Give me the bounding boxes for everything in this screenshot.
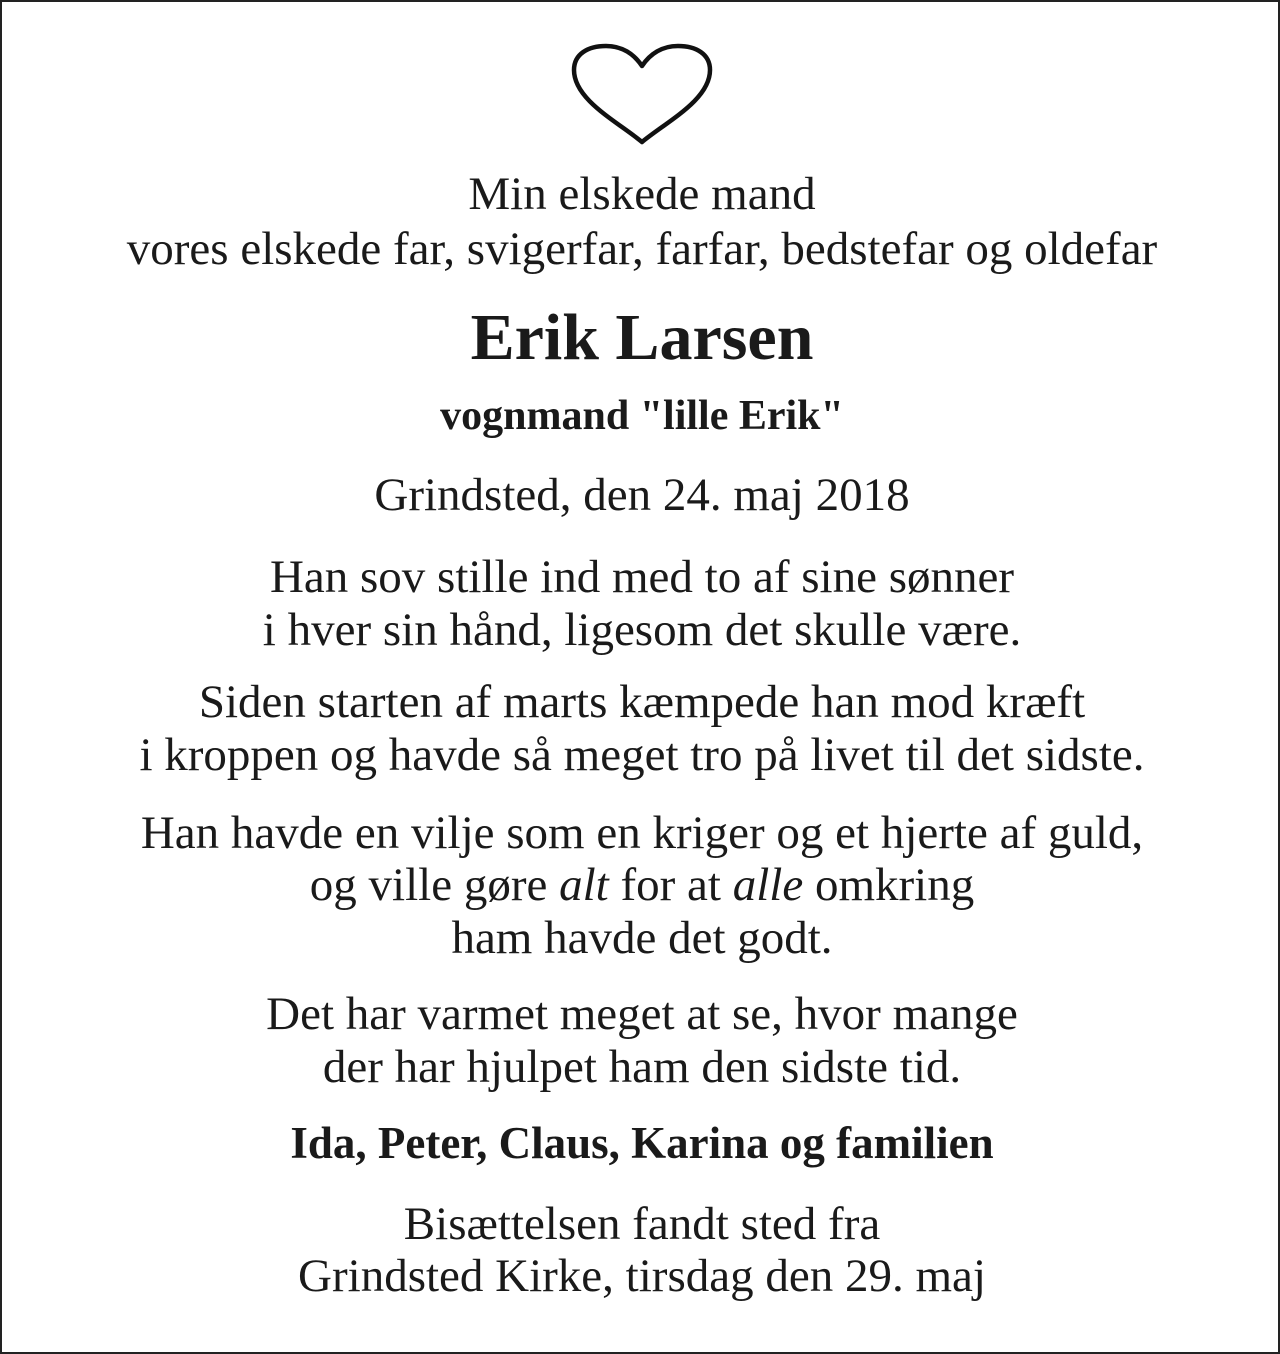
paragraph-4-line-2: der har hjulpet ham den sidste tid. — [322, 1041, 962, 1093]
emphasis-alt: alt — [559, 859, 609, 911]
paragraph-4-line-1: Det har varmet meget at se, hvor mange — [266, 988, 1018, 1040]
paragraph-1-line-2: i hver sin hånd, ligesom det skulle være. — [262, 604, 1022, 656]
paragraph-3-text-a: og ville gøre — [309, 859, 560, 911]
family-signature: Ida, Peter, Claus, Karina og familien — [290, 1118, 994, 1168]
intro-line-2: vores elskede far, svigerfar, farfar, bedstefar og oldefar — [126, 223, 1158, 275]
intro-line-1: Min elskede mand — [468, 168, 816, 220]
paragraph-2-line-1: Siden starten af marts kæmpede han mod kræft — [198, 676, 1086, 728]
paragraph-3-line-1: Han havde en vilje som en kriger og et hjerte af guld, — [140, 807, 1144, 859]
emphasis-alle: alle — [732, 859, 804, 911]
paragraph-1-line-1: Han sov stille ind med to af sine sønner — [269, 551, 1015, 603]
deceased-name: Erik Larsen — [470, 301, 814, 374]
paragraph-3-line-3: ham havde det godt. — [451, 912, 833, 964]
heart-icon — [568, 42, 716, 148]
paragraph-3-line-2 — [2, 858, 1280, 912]
place-date: Grindsted, den 24. maj 2018 — [374, 469, 910, 521]
paragraph-3-text-c: for at — [608, 859, 733, 911]
funeral-line-1: Bisættelsen fandt sted fra — [403, 1198, 881, 1250]
funeral-line-2: Grindsted Kirke, tirsdag den 29. maj — [298, 1250, 986, 1302]
paragraph-2-line-2: i kroppen og havde så meget tro på livet til det sidste. — [139, 729, 1145, 781]
paragraph-3-text-e: omkring — [803, 859, 975, 911]
deceased-title: vognmand "lille Erik" — [440, 393, 844, 439]
